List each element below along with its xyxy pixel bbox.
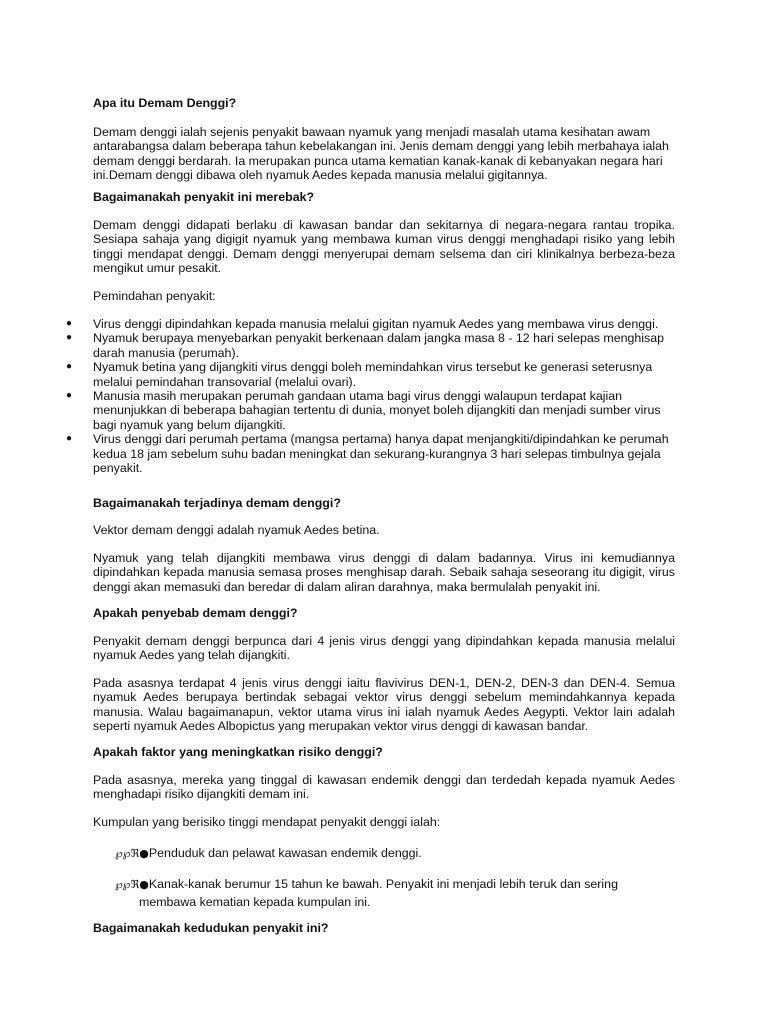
paragraph-kumpulan: Kumpulan yang berisiko tinggi mendapat penyakit denggi ialah:	[93, 815, 441, 829]
section-heading-penyebab: Apakah penyebab demam denggi?	[93, 606, 298, 620]
bullet-icon: ●	[66, 332, 73, 344]
paragraph-vektor: Vektor demam denggi adalah nyamuk Aedes betina.	[93, 523, 380, 537]
list-item	[66, 360, 675, 389]
section-heading-faktor: Apakah faktor yang meningkatkan risiko denggi?	[93, 745, 383, 759]
list-item	[115, 877, 675, 910]
list-item	[66, 331, 675, 360]
list-item-text: Nyamuk berupaya menyebarkan penyakit berkenaan dalam jangka masa 8 - 12 hari selepas menghisap darah manusia (perumah).	[93, 331, 664, 360]
bullet-icon: ●	[66, 361, 73, 373]
list-item-text: Kanak-kanak berumur 15 tahun ke bawah. Penyakit ini menjadi lebih teruk dan sering	[148, 877, 618, 891]
section-heading-apa-itu: Apa itu Demam Denggi?	[93, 96, 237, 110]
list-item-text: Virus denggi dipindahkan kepada manusia melalui gigitan nyamuk Aedes yang membawa virus denggi.	[93, 317, 659, 331]
bullet-icon: ●	[66, 318, 73, 329]
list-item	[66, 317, 675, 331]
section-heading-terjadinya: Bagaimanakah terjadinya demam denggi?	[93, 496, 341, 510]
list-item-text: Nyamuk betina yang dijangkiti virus denggi boleh memindahkan virus tersebut ke generasi seterusnya melalui pemindahan transovarial (melalui ovari).	[93, 360, 653, 389]
list-item-text: Penduduk dan pelawat kawasan endemik denggi.	[148, 846, 422, 860]
paragraph-jenis-virus: Pada asasnya terdapat 4 jenis virus denggi iaitu flavivirus DEN-1, DEN-2, DEN-3 dan DEN-4. Semua nyamuk Aedes berupaya bertindak sebagai vektor virus denggi sebelum memindahkannya kepada manusia. Walau bagaimanapun, vektor utama virus ini ialah nyamuk Aedes Aegypti. Vektor lain adalah seperti nyamuk Aedes Albopictus yang merupakan vektor virus denggi di kawasan bandar.	[93, 676, 675, 734]
paragraph-faktor: Pada asasnya, mereka yang tinggal di kawasan endemik denggi dan terdedah kepada nyamuk Aedes menghadapi risiko dijangkiti demam ini.	[93, 773, 675, 802]
list-item-text-continued: membawa kematian kepada kumpulan ini.	[139, 895, 371, 910]
bullet-icon: ℘℘ℜ●	[115, 847, 149, 860]
list-item-text: Manusia masih merupakan perumah gandaan utama bagi virus denggi walaupun terdapat kajian menunjukkan di beberapa bahagian tertentu di dunia, monyet boleh dijangkiti dan menjadi sumber virus bagi nyamuk yang belum dijangkiti.	[93, 389, 661, 432]
list-item-text: Virus denggi dari perumah pertama (mangsa pertama) hanya dapat menjangkiti/dipindahkan ke perumah kedua 18 jam sebelum suhu badan meningkat dan sekurang-kurangnya 3 hari selepas timbulnya gejala penyakit.	[93, 432, 669, 476]
transmission-list	[66, 317, 675, 476]
section-heading-kedudukan: Bagaimanakah kedudukan penyakit ini?	[93, 921, 329, 935]
list-item	[66, 432, 675, 476]
paragraph-merebak: Demam denggi didapati berlaku di kawasan bandar dan sekitarnya di negara-negara rantau tropika. Sesiapa sahaja yang digigit nyamuk yang membawa kuman virus denggi menghadapi risiko yang lebih tinggi mendapat denggi. Demam denggi menyerupai demam selsema dan ciri klinikalnya berbeza-beza mengikut umur pesakit.	[93, 218, 675, 276]
bullet-icon: ●	[66, 390, 73, 402]
subheading-pemindahan: Pemindahan penyakit:	[93, 289, 216, 303]
paragraph-penyebab: Penyakit demam denggi berpunca dari 4 jenis virus denggi yang dipindahkan kepada manusia melalui nyamuk Aedes yang telah dijangkiti.	[93, 634, 675, 663]
list-item	[66, 389, 675, 432]
bullet-icon: ℘℘ℜ●	[115, 878, 149, 891]
section-heading-merebak: Bagaimanakah penyakit ini merebak?	[93, 190, 315, 204]
bullet-icon: ●	[66, 433, 73, 445]
list-item	[115, 846, 675, 861]
paragraph-definition: Demam denggi ialah sejenis penyakit bawaan nyamuk yang menjadi masalah utama kesihatan awam antarabangsa dalam beberapa tahun kebelakangan ini. Jenis demam denggi yang lebih merbahaya ialah demam denggi berdarah. Ia merupakan punca utama kematian kanak-kanak di kebanyakan negara hari ini.Demam denggi dibawa oleh nyamuk Aedes kepada manusia melalui gigitannya.	[93, 125, 669, 183]
paragraph-nyamuk: Nyamuk yang telah dijangkiti membawa virus denggi di dalam badannya. Virus ini kemudiannya dipindahkan kepada manusia semasa proses menghisap darah. Sebaik sahaja seseorang itu digigit, virus denggi akan memasuki dan beredar di dalam aliran darahnya, maka bermulalah penyakit ini.	[93, 551, 675, 594]
